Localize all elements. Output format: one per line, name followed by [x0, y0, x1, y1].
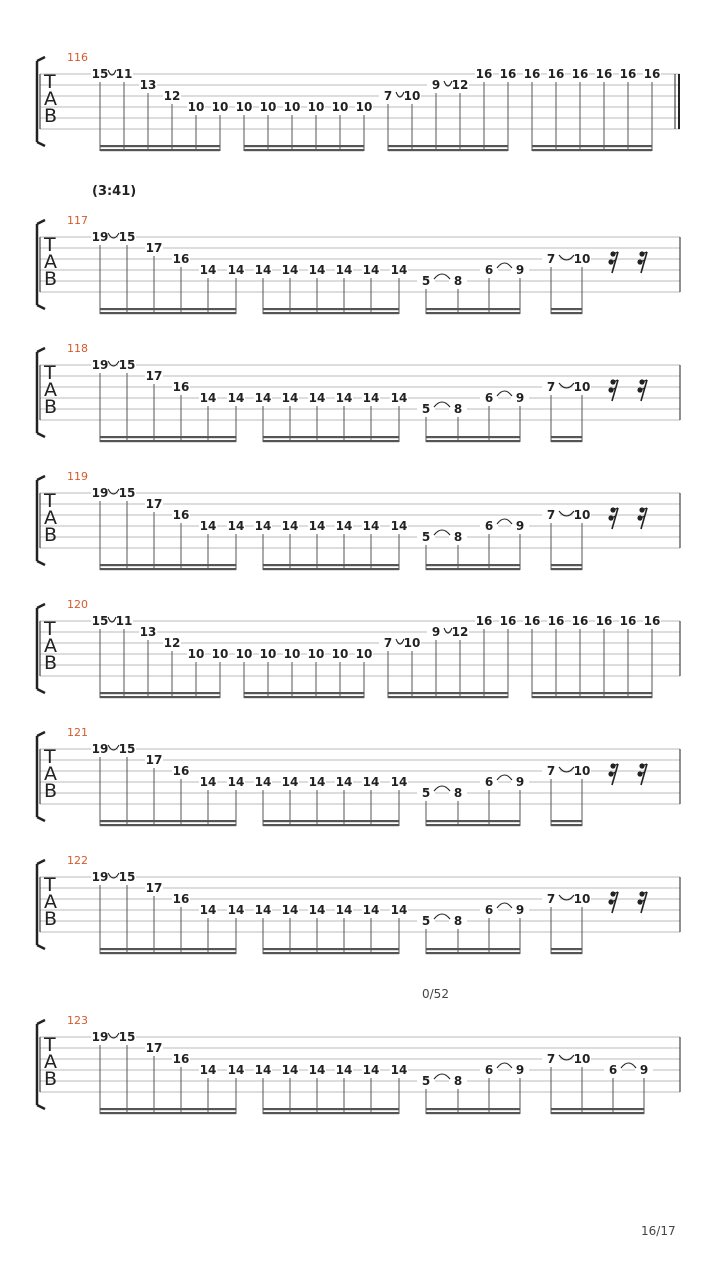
fret-number: 10 [573, 508, 591, 522]
fret-number: 8 [453, 530, 463, 544]
page-number: 16/17 [641, 1224, 676, 1238]
beam [426, 440, 520, 442]
fret-number: 14 [335, 391, 353, 405]
measure-number: 119 [67, 470, 88, 483]
fret-number: 14 [335, 903, 353, 917]
beam [100, 564, 236, 566]
fret-number: 10 [235, 100, 253, 114]
fret-number: 16 [571, 67, 589, 81]
fret-number: 5 [421, 530, 431, 544]
beam [551, 308, 582, 310]
fret-number: 16 [475, 67, 493, 81]
fret-number: 10 [187, 647, 205, 661]
beam [244, 696, 364, 698]
tab-system [37, 726, 680, 826]
fret-number: 17 [145, 369, 163, 383]
fret-number: 14 [227, 903, 245, 917]
fret-number: 16 [172, 1052, 190, 1066]
fret-number: 6 [484, 391, 494, 405]
fret-number: 10 [235, 647, 253, 661]
beam [426, 1108, 520, 1110]
fret-number: 14 [254, 903, 272, 917]
beam [244, 145, 364, 147]
beam [263, 820, 399, 822]
measure-number: 122 [67, 854, 88, 867]
fret-number: 9 [515, 391, 525, 405]
tab-system [37, 598, 680, 698]
fret-number: 7 [546, 1052, 556, 1066]
beam [426, 952, 520, 954]
beam [551, 312, 582, 314]
fret-number: 15 [91, 67, 109, 81]
fret-number: 16 [619, 67, 637, 81]
fret-number: 9 [431, 78, 441, 92]
fret-number: 9 [515, 903, 525, 917]
tab-clef-letter: B [44, 780, 58, 802]
beam [263, 564, 399, 566]
fret-number: 9 [515, 775, 525, 789]
fret-number: 14 [362, 903, 380, 917]
beam [263, 308, 399, 310]
fret-number: 15 [118, 870, 136, 884]
fret-number: 16 [172, 764, 190, 778]
fret-number: 14 [362, 1063, 380, 1077]
fret-number: 14 [281, 903, 299, 917]
fret-number: 19 [91, 870, 109, 884]
slur [434, 914, 450, 919]
fret-number: 17 [145, 241, 163, 255]
beam [551, 440, 582, 442]
fret-number: 6 [608, 1063, 618, 1077]
slur [434, 402, 450, 407]
fret-number: 14 [281, 1063, 299, 1077]
beam [551, 824, 582, 826]
fret-number: 17 [145, 881, 163, 895]
beam [426, 824, 520, 826]
slur [434, 1074, 450, 1079]
beam [426, 436, 520, 438]
fret-number: 16 [172, 252, 190, 266]
beam [244, 149, 364, 151]
beam [551, 952, 582, 954]
beam [388, 145, 508, 147]
fret-number: 19 [91, 358, 109, 372]
fret-number: 12 [163, 636, 181, 650]
beam [100, 568, 236, 570]
fret-number: 6 [484, 775, 494, 789]
fret-number: 14 [199, 775, 217, 789]
fret-number: 14 [362, 391, 380, 405]
slur [434, 786, 450, 791]
fret-number: 5 [421, 914, 431, 928]
tab-clef-letter: T [44, 1034, 56, 1056]
fret-number: 16 [547, 67, 565, 81]
fret-number: 16 [172, 892, 190, 906]
fret-number: 10 [573, 252, 591, 266]
fret-number: 16 [499, 614, 517, 628]
fret-number: 10 [355, 100, 373, 114]
fret-number: 10 [307, 647, 325, 661]
fret-number: 14 [390, 391, 408, 405]
tab-clef-letter: B [44, 268, 58, 290]
fret-number: 8 [453, 1074, 463, 1088]
fret-number: 16 [172, 380, 190, 394]
fret-number: 14 [281, 775, 299, 789]
fret-number: 14 [254, 391, 272, 405]
beam [100, 308, 236, 310]
beam [388, 149, 508, 151]
fret-number: 7 [383, 89, 393, 103]
tab-system [37, 342, 680, 442]
beam [100, 820, 236, 822]
fret-number: 14 [199, 391, 217, 405]
fret-number: 12 [163, 89, 181, 103]
tab-clef-letter: A [44, 1051, 57, 1073]
progress-label: 0/52 [422, 987, 449, 1001]
beam [100, 1112, 236, 1114]
fret-number: 15 [91, 614, 109, 628]
fret-number: 16 [475, 614, 493, 628]
fret-number: 19 [91, 1030, 109, 1044]
slur [621, 1063, 636, 1068]
fret-number: 5 [421, 402, 431, 416]
fret-number: 8 [453, 402, 463, 416]
fret-number: 14 [308, 903, 326, 917]
tab-clef-letter: T [44, 234, 56, 256]
fret-number: 19 [91, 486, 109, 500]
fret-number: 14 [281, 391, 299, 405]
beam [426, 308, 520, 310]
fret-number: 14 [254, 775, 272, 789]
fret-number: 7 [383, 636, 393, 650]
fret-number: 8 [453, 914, 463, 928]
fret-number: 14 [199, 903, 217, 917]
beam [532, 692, 652, 694]
tab-clef-letter: A [44, 379, 57, 401]
beam [426, 820, 520, 822]
fret-number: 14 [390, 263, 408, 277]
beam [551, 436, 582, 438]
beam [532, 696, 652, 698]
fret-number: 15 [118, 486, 136, 500]
time-marker: (3:41) [92, 184, 137, 199]
beam [100, 692, 220, 694]
fret-number: 7 [546, 380, 556, 394]
fret-number: 14 [227, 1063, 245, 1077]
fret-number: 9 [515, 263, 525, 277]
beam [100, 312, 236, 314]
beam [263, 568, 399, 570]
beam [263, 1108, 399, 1110]
fret-number: 16 [595, 67, 613, 81]
fret-number: 11 [115, 614, 133, 628]
fret-number: 14 [362, 263, 380, 277]
tab-clef-letter: A [44, 763, 57, 785]
fret-number: 7 [546, 252, 556, 266]
fret-number: 5 [421, 1074, 431, 1088]
fret-number: 10 [573, 892, 591, 906]
fret-number: 5 [421, 786, 431, 800]
beam [100, 440, 236, 442]
fret-number: 8 [453, 274, 463, 288]
fret-number: 5 [421, 274, 431, 288]
fret-number: 10 [283, 100, 301, 114]
fret-number: 14 [227, 391, 245, 405]
fret-number: 10 [307, 100, 325, 114]
beam [388, 692, 508, 694]
tab-clef-letter: T [44, 746, 56, 768]
beam [263, 312, 399, 314]
fret-number: 9 [515, 519, 525, 533]
tab-clef-letter: B [44, 396, 58, 418]
measure-number: 116 [67, 51, 88, 64]
fret-number: 10 [259, 100, 277, 114]
beam [388, 696, 508, 698]
fret-number: 16 [595, 614, 613, 628]
fret-number: 16 [523, 67, 541, 81]
tab-clef-letter: A [44, 891, 57, 913]
fret-number: 6 [484, 1063, 494, 1077]
tab-clef-letter: B [44, 524, 58, 546]
fret-number: 14 [390, 903, 408, 917]
measure-number: 121 [67, 726, 88, 739]
beam [263, 440, 399, 442]
beam [100, 952, 236, 954]
tab-clef-letter: B [44, 1068, 58, 1090]
beam [100, 948, 236, 950]
fret-number: 17 [145, 1041, 163, 1055]
fret-number: 16 [499, 67, 517, 81]
fret-number: 14 [227, 263, 245, 277]
fret-number: 10 [573, 1052, 591, 1066]
measure-number: 118 [67, 342, 88, 355]
fret-number: 14 [390, 519, 408, 533]
tab-clef-letter: A [44, 507, 57, 529]
beam [551, 1108, 644, 1110]
tab-clef-letter: A [44, 88, 57, 110]
beam [551, 948, 582, 950]
beam [263, 948, 399, 950]
fret-number: 16 [571, 614, 589, 628]
systems [37, 51, 680, 1114]
fret-number: 10 [403, 636, 421, 650]
tab-clef-letter: A [44, 635, 57, 657]
fret-number: 16 [619, 614, 637, 628]
fret-number: 8 [453, 786, 463, 800]
beam [426, 948, 520, 950]
fret-number: 14 [335, 775, 353, 789]
tab-system [37, 470, 680, 570]
fret-number: 9 [515, 1063, 525, 1077]
fret-number: 7 [546, 508, 556, 522]
fret-number: 10 [259, 647, 277, 661]
fret-number: 19 [91, 230, 109, 244]
fret-number: 15 [118, 1030, 136, 1044]
beam [551, 564, 582, 566]
beam [426, 312, 520, 314]
fret-number: 16 [172, 508, 190, 522]
beam [532, 145, 652, 147]
fret-number: 13 [139, 78, 157, 92]
beam [551, 820, 582, 822]
fret-number: 14 [281, 519, 299, 533]
fret-number: 16 [643, 614, 661, 628]
fret-number: 14 [308, 391, 326, 405]
fret-number: 14 [254, 519, 272, 533]
beam [551, 568, 582, 570]
fret-number: 6 [484, 519, 494, 533]
fret-number: 14 [362, 775, 380, 789]
tab-clef-letter: T [44, 490, 56, 512]
slur [497, 263, 512, 268]
slur [434, 274, 450, 279]
fret-number: 14 [335, 263, 353, 277]
fret-number: 14 [199, 519, 217, 533]
fret-number: 7 [546, 764, 556, 778]
fret-number: 10 [331, 647, 349, 661]
fret-number: 10 [211, 647, 229, 661]
tab-clef-letter: T [44, 71, 56, 93]
fret-number: 9 [431, 625, 441, 639]
beam [100, 436, 236, 438]
tab-clef-letter: T [44, 874, 56, 896]
beam [263, 1112, 399, 1114]
fret-number: 10 [283, 647, 301, 661]
fret-number: 15 [118, 742, 136, 756]
tab-clef-letter: A [44, 251, 57, 273]
fret-number: 10 [573, 764, 591, 778]
beam [100, 824, 236, 826]
fret-number: 17 [145, 497, 163, 511]
fret-number: 14 [254, 1063, 272, 1077]
fret-number: 17 [145, 753, 163, 767]
fret-number: 14 [308, 1063, 326, 1077]
tab-clef-letter: B [44, 908, 58, 930]
tab-system [37, 214, 680, 314]
fret-number: 10 [187, 100, 205, 114]
beam [100, 696, 220, 698]
beam [100, 1108, 236, 1110]
fret-number: 14 [362, 519, 380, 533]
slur [497, 519, 512, 524]
fret-number: 12 [451, 78, 469, 92]
fret-number: 14 [227, 519, 245, 533]
fret-number: 14 [308, 263, 326, 277]
fret-number: 14 [308, 775, 326, 789]
fret-number: 10 [211, 100, 229, 114]
fret-number: 13 [139, 625, 157, 639]
fret-number: 15 [118, 358, 136, 372]
fret-number: 14 [281, 263, 299, 277]
beam [100, 149, 220, 151]
slur [497, 775, 512, 780]
fret-number: 14 [199, 1063, 217, 1077]
measure-number: 120 [67, 598, 88, 611]
fret-number: 14 [254, 263, 272, 277]
slur [497, 903, 512, 908]
beam [263, 436, 399, 438]
beam [426, 568, 520, 570]
tab-clef-letter: B [44, 105, 58, 127]
fret-number: 15 [118, 230, 136, 244]
tab-clef-letter: B [44, 652, 58, 674]
fret-number: 14 [227, 775, 245, 789]
fret-number: 14 [308, 519, 326, 533]
fret-number: 16 [643, 67, 661, 81]
slur [497, 391, 512, 396]
fret-number: 14 [199, 263, 217, 277]
beam [100, 145, 220, 147]
tab-clef-letter: T [44, 362, 56, 384]
slur [497, 1063, 512, 1068]
fret-number: 6 [484, 263, 494, 277]
slur [434, 530, 450, 535]
fret-number: 6 [484, 903, 494, 917]
fret-number: 16 [523, 614, 541, 628]
fret-number: 10 [573, 380, 591, 394]
fret-number: 14 [390, 775, 408, 789]
tab-system [37, 51, 680, 151]
fret-number: 14 [390, 1063, 408, 1077]
beam [263, 952, 399, 954]
beam [426, 564, 520, 566]
beam [551, 1112, 644, 1114]
beam [244, 692, 364, 694]
fret-number: 12 [451, 625, 469, 639]
tab-system [37, 854, 680, 954]
fret-number: 11 [115, 67, 133, 81]
fret-number: 10 [403, 89, 421, 103]
fret-number: 9 [639, 1063, 649, 1077]
fret-number: 16 [547, 614, 565, 628]
tab-system [37, 1014, 680, 1114]
measure-number: 123 [67, 1014, 88, 1027]
beam [532, 149, 652, 151]
beam [426, 1112, 520, 1114]
fret-number: 10 [355, 647, 373, 661]
tab-clef-letter: T [44, 618, 56, 640]
beam [263, 824, 399, 826]
fret-number: 7 [546, 892, 556, 906]
measure-number: 117 [67, 214, 88, 227]
fret-number: 19 [91, 742, 109, 756]
fret-number: 10 [331, 100, 349, 114]
fret-number: 14 [335, 519, 353, 533]
fret-number: 14 [335, 1063, 353, 1077]
